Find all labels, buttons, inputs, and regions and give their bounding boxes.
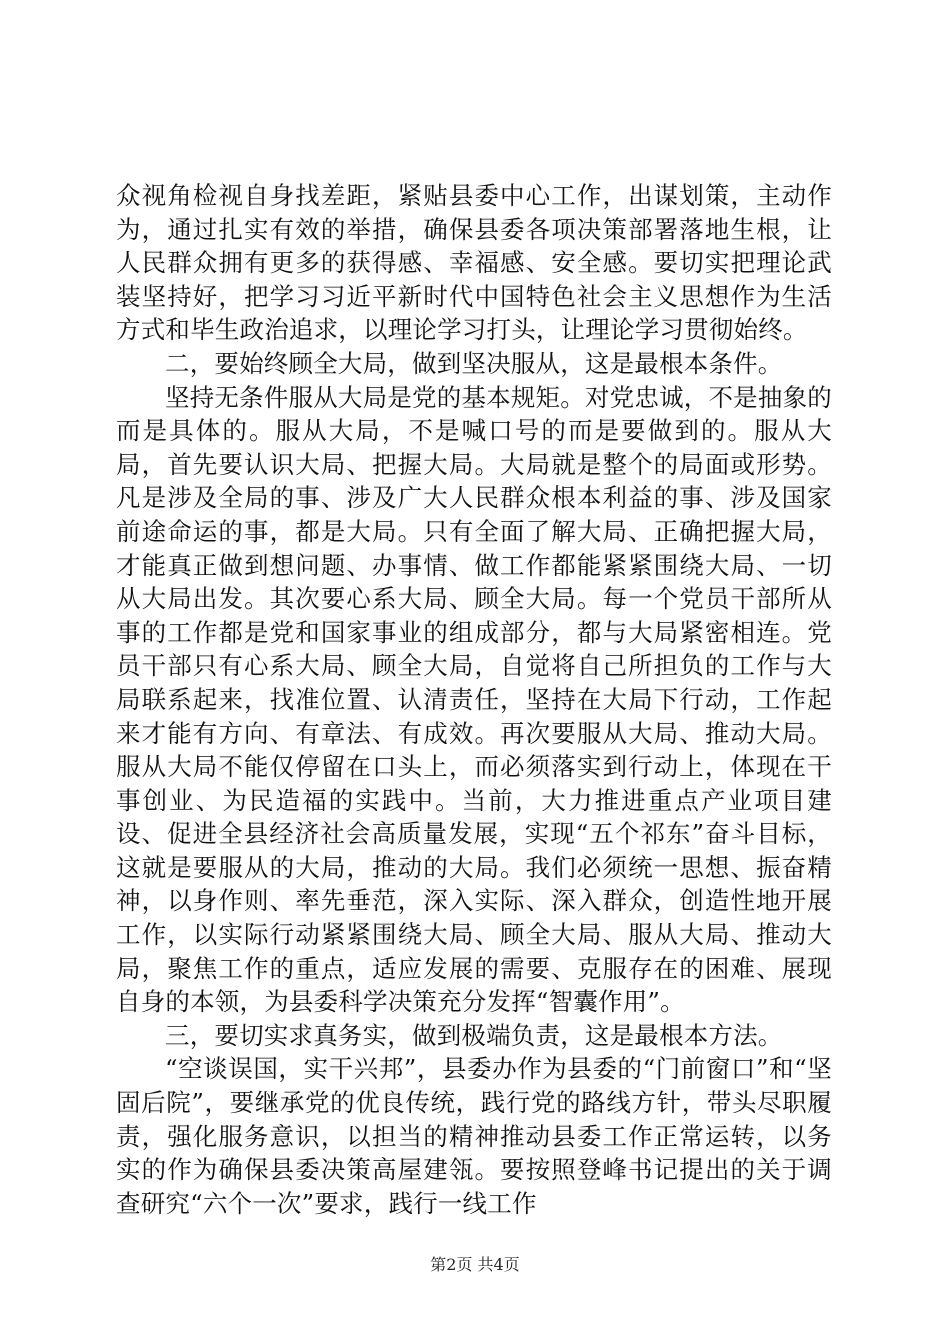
paragraph-3: 坚持无条件服从大局是党的基本规矩。对党忠诚，不是抽象的而是具体的。服从大局，不是喊口号的而是要做到的。服从大局，首先要认识大局、把握大局。大局就是整个的局面或形势。凡是涉及全局的事、涉及广大人民群众根本利益的事、涉及国家前途命运的事，都是大局。只有全面了解大局、正确把握大局，才能真正做到想问题、办事情、做工作都能紧紧围绕大局、一切从大局出发。其次要心系大局、顾全大局。每一个党员干部所从事的工作都是党和国家事业的组成部分，都与大局紧密相连。党员干部只有心系大局、顾全大局，自觉将自己所担负的工作与大局联系起来，找准位置、认清责任，坚持在大局下行动，工作起来才能有方向、有章法、有成效。再次要服从大局、推动大局。服从大局不能仅停留在口头上，而必须落实到行动上，体现在干事创业、为民造福的实践中。当前，大力推进重点产业项目建设、促进全县经济社会高质量发展，实现“五个祁东”奋斗目标，这就是要服从的大局，推动的大局。我们必须统一思想、振奋精神，以身作则、率先垂范，深入实际、深入群众，创造性地开展工作，以实际行动紧紧围绕大局、顾全大局、服从大局、推动大局，聚焦工作的重点，适应发展的需要、克服存在的困难、展现自身的本领，为县委科学决策充分发挥“智囊作用”。 [116, 382, 832, 1017]
document-body [116, 179, 832, 1220]
section-heading-3: 三，要切实求真务实，做到极端负责，这是最根本方法。 [165, 1020, 783, 1050]
paragraph-1: 众视角检视自身找差距，紧贴县委中心工作，出谋划策，主动作为，通过扎实有效的举措，确保县委各项决策部署落地生根，让人民群众拥有更多的获得感、幸福感、安全感。要切实把理论武装坚持好，把学习习近平新时代中国特色社会主义思想作为生活方式和毕生政治追求，以理论学习打头，让理论学习贯彻始终。 [116, 181, 832, 345]
section-heading-2: 二，要始终顾全大局，做到坚决服从，这是最根本条件。 [165, 348, 783, 378]
paragraph-5: “空谈误国，实干兴邦”，县委办作为县委的“门前窗口”和“坚固后院”，要继承党的优良传统，践行党的路线方针，带头尽职履责，强化服务意识，以担当的精神推动县委工作正常运转，以务实的作为确保县委决策高屋建瓴。要按照登峰书记提出的关于调查研究“六个一次”要求，践行一线工作 [116, 1054, 832, 1218]
page-footer: 第2页 共4页 [430, 1255, 520, 1274]
